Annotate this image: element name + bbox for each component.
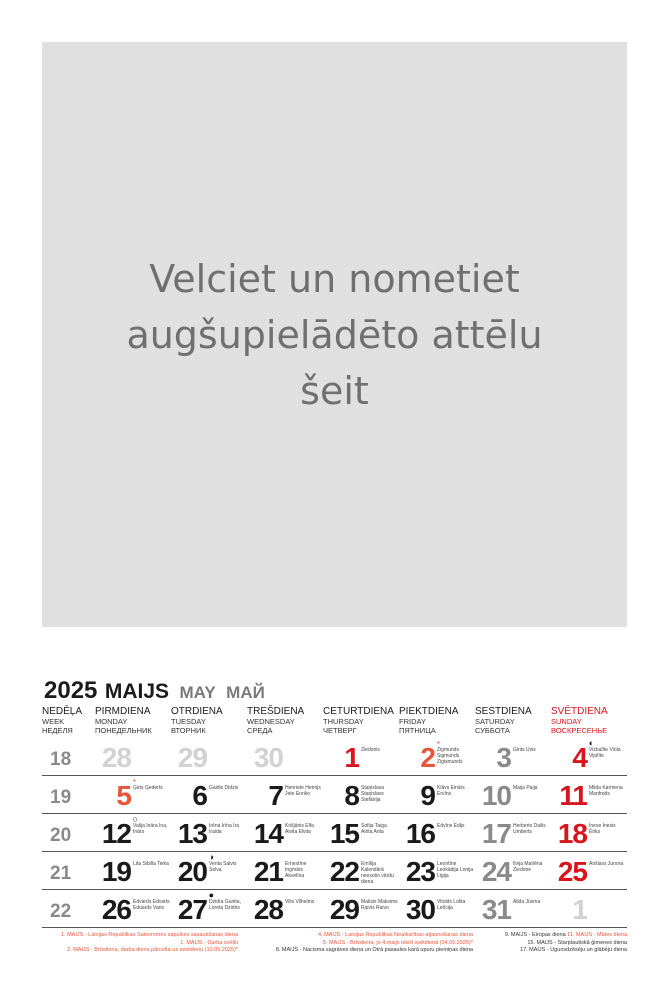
day-header-label-en: MONDAY	[95, 717, 128, 726]
day-cell[interactable]	[247, 891, 323, 929]
title-month-lv: MAIJS	[104, 680, 170, 703]
name-day-list: Ģirts Ģederts	[133, 785, 163, 791]
day-header-label-ru: СРЕДА	[247, 726, 273, 735]
name-day-list: Edvards Edvarts Eduards Varis	[133, 899, 170, 911]
day-number: 8	[344, 780, 359, 811]
day-cell[interactable]	[475, 891, 551, 929]
day-header-tuesday	[171, 706, 223, 735]
day-cell[interactable]	[95, 739, 171, 777]
day-number: 12	[101, 818, 131, 849]
day-header-friday	[399, 706, 458, 735]
day-number: 24	[481, 856, 511, 887]
day-header-label-ru: ВТОРНИК	[171, 726, 206, 735]
day-header-saturday	[475, 706, 532, 735]
holiday-note: 8. MAIJS - Nacisma sagrāves diena un Otrā pasaules karā upuru piemiņas diena	[275, 947, 473, 953]
day-number: 11	[559, 780, 587, 811]
day-number: 7	[268, 780, 283, 811]
name-day-list: Staņislava Staņislavs Stefānija	[361, 785, 385, 803]
calendar-title	[44, 677, 265, 705]
name-day-list: Inese Inesis Ēriks	[589, 823, 616, 835]
day-number: 1	[344, 742, 359, 773]
day-header-label-lv: CETURTDIENA	[323, 706, 394, 717]
name-day-list: Sofija Taiga Airita Arita	[361, 823, 387, 835]
day-header-label-en: WEDNESDAY	[247, 717, 295, 726]
name-day-list: Edvīns Edijs	[437, 823, 465, 829]
name-day-list: Leontīne Leokādija Lonija Ligija	[437, 861, 474, 879]
week-number: 19	[50, 787, 72, 808]
title-month-en: MAY	[179, 683, 216, 702]
row-divider	[42, 775, 627, 776]
name-day-list: Ziedonis	[361, 747, 380, 753]
day-cell[interactable]	[171, 777, 247, 815]
day-number: 4	[572, 742, 587, 773]
holiday-notes-mid	[248, 932, 473, 955]
day-cell[interactable]	[399, 891, 475, 929]
name-day-list: Maksis Maksims Raivis Raivo	[361, 899, 398, 911]
name-day-list: Vizbulīte Viola Vijolīte	[589, 747, 621, 759]
day-cell[interactable]	[475, 853, 551, 891]
day-cell[interactable]	[399, 815, 475, 853]
day-header-label-ru: ПОНЕДЕЛЬНИК	[95, 726, 152, 735]
day-cell[interactable]	[323, 777, 399, 815]
day-number: 31	[481, 894, 511, 925]
day-header-label-en: TUESDAY	[171, 717, 206, 726]
day-header-label-en: SATURDAY	[475, 717, 515, 726]
name-day-list: Lita Sibilla Teika	[133, 861, 169, 867]
week-number: 20	[50, 825, 72, 846]
name-day-list: Zigmunds Sigmunds Zigismunds	[437, 747, 463, 765]
day-cell[interactable]	[171, 853, 247, 891]
day-number: 23	[405, 856, 435, 887]
row-divider	[42, 851, 627, 852]
holiday-note: 9. MAIJS - Eiropas diena 11. MAIJS - Mātes diena	[504, 932, 627, 938]
holiday-note: 17. MAIJS - Ugunsdzēsēju un glābēju diena	[519, 947, 627, 953]
week-number: 18	[50, 749, 72, 770]
day-number: 21	[253, 856, 283, 887]
holiday-note: 1. MAIJS - Latvijas Republikas Satversmes sapulces sasaukšanas diena	[60, 932, 238, 938]
week-row	[42, 777, 627, 815]
day-number: 9	[420, 780, 435, 811]
name-day-list: Ernestīne Ingmārs Akvelīna	[285, 861, 307, 879]
day-number: 30	[405, 894, 435, 925]
day-number: 29	[329, 894, 359, 925]
day-number: 26	[101, 894, 131, 925]
holiday-note: 1. MAIJS - Darba svētki	[180, 939, 238, 946]
day-cell[interactable]	[323, 891, 399, 929]
week-number: 21	[50, 863, 72, 884]
day-number: 10	[481, 780, 511, 811]
day-cell[interactable]	[171, 739, 247, 777]
moon-phase-icon: ◑	[208, 852, 214, 862]
day-cell[interactable]	[551, 891, 627, 929]
title-year: 2025	[44, 677, 98, 704]
day-header-label-ru: СУББОТА	[475, 726, 510, 735]
day-cell[interactable]	[551, 853, 627, 891]
day-number: 16	[405, 818, 435, 849]
holiday-note: 5. MAIJS - Brīvdiena, jo 4.maijs iekrīt svētdienā (04.05.2025)*	[322, 939, 473, 946]
moon-phase-icon: ●	[208, 890, 214, 900]
image-drop-zone[interactable]	[42, 42, 627, 627]
day-cell[interactable]	[399, 853, 475, 891]
day-header-label-en: SUNDAY	[551, 717, 582, 726]
day-header-sunday	[551, 706, 608, 735]
day-number: 14	[253, 818, 283, 849]
name-day-list: Vilis Vilhelms	[285, 899, 315, 905]
name-day-list: Emīlija Kalendārā neesošo vārdu diena	[361, 861, 394, 885]
day-header-label-lv: OTRDIENA	[171, 706, 223, 717]
day-header-label-lv: PIRMDIENA	[95, 706, 151, 717]
day-number: 28	[101, 742, 131, 773]
day-cell[interactable]	[399, 777, 475, 815]
day-header-label-lv: SVĒTDIENA	[551, 706, 608, 717]
day-cell[interactable]	[247, 853, 323, 891]
day-number: 13	[177, 818, 207, 849]
holiday-note: 15. MAIJS - Starptautiskā ģimenes diena	[527, 939, 627, 946]
holiday-star-icon: *	[436, 740, 440, 749]
day-number: 3	[496, 742, 511, 773]
week-number: 22	[50, 901, 72, 922]
day-number: 18	[557, 818, 587, 849]
day-cell[interactable]	[95, 777, 171, 815]
name-day-list: Anšlavs Junora	[589, 861, 624, 867]
day-cell[interactable]	[247, 739, 323, 777]
day-header-label-ru: НЕДЕЛЯ	[42, 726, 73, 735]
holiday-notes-right	[485, 932, 627, 955]
row-divider	[42, 927, 627, 928]
day-cell[interactable]	[399, 739, 475, 777]
name-day-list: Krišjānis Elfa Aivita Elvita	[285, 823, 314, 835]
name-day-list: Venta Salvis Selva	[209, 861, 237, 873]
week-row	[42, 853, 627, 891]
day-header-monday	[95, 706, 152, 735]
name-day-list: Henriete Henrijs Jete Enriko	[285, 785, 321, 797]
day-cell[interactable]	[323, 815, 399, 853]
day-number: 6	[192, 780, 207, 811]
day-number: 17	[481, 818, 511, 849]
day-cell[interactable]	[323, 739, 399, 777]
day-header-label-ru: ПЯТНИЦА	[399, 726, 436, 735]
day-number: 25	[557, 856, 587, 887]
title-month-ru: МАЙ	[226, 683, 265, 702]
day-cell[interactable]	[247, 815, 323, 853]
name-day-list: Dzidra Gunita, Loreta Dzidris	[209, 899, 241, 911]
day-cell[interactable]	[171, 815, 247, 853]
day-number: 19	[101, 856, 131, 887]
name-day-list: Maija Paija	[513, 785, 538, 791]
moon-phase-icon: ◐	[588, 738, 594, 748]
week-row	[42, 815, 627, 853]
day-number: 5	[116, 780, 131, 811]
week-row	[42, 891, 627, 929]
holiday-note: 4. MAIJS - Latvijas Republikas Neatkarības atjaunošanas diena	[317, 932, 473, 938]
day-cell[interactable]	[551, 815, 627, 853]
week-row	[42, 739, 627, 777]
day-number: 22	[329, 856, 359, 887]
day-cell[interactable]	[247, 777, 323, 815]
day-cell[interactable]	[95, 853, 171, 891]
moon-phase-icon: ○	[132, 814, 138, 824]
day-header-label-ru: ЧЕТВЕРГ	[323, 726, 357, 735]
name-day-list: Herberts Dailis Umberts	[513, 823, 546, 835]
holiday-star-icon: *	[132, 778, 136, 787]
day-cell[interactable]	[95, 891, 171, 929]
name-day-list: Valija Ināra Ina, Inārs	[133, 823, 168, 835]
holiday-notes-left	[48, 932, 238, 955]
row-divider	[42, 813, 627, 814]
day-cell[interactable]	[171, 891, 247, 929]
day-number: 27	[177, 894, 207, 925]
day-number: 2	[420, 742, 435, 773]
name-day-list: Klāvs Einārs Ervīns	[437, 785, 465, 797]
name-day-list: Gints Uvis	[513, 747, 536, 753]
day-header-label-lv: SESTDIENA	[475, 706, 532, 717]
day-header-thursday	[323, 706, 394, 735]
day-header-label-en: FRIDAY	[399, 717, 426, 726]
name-day-list: Gaidis Didzis	[209, 785, 239, 791]
drop-zone-label: Velciet un nometiet augšupielādēto attēlu šeit	[126, 256, 543, 413]
day-cell[interactable]	[323, 853, 399, 891]
day-header-label-lv: TREŠDIENA	[247, 706, 305, 717]
name-day-list: Ilvija Marlēna Ziedone	[513, 861, 543, 873]
day-header-label-en: THURSDAY	[323, 717, 364, 726]
day-header-week	[42, 706, 82, 735]
day-header-label-ru: ВОСКРЕСЕНЬЕ	[551, 726, 608, 735]
day-cell[interactable]	[475, 777, 551, 815]
day-number: 30	[253, 742, 283, 773]
day-number: 29	[177, 742, 207, 773]
day-cell[interactable]	[551, 777, 627, 815]
row-divider	[42, 889, 627, 890]
holiday-note: 2. MAIJS - Brīvdiena, darba diena pārcelta uz sestdienu (10.05.2025)*	[67, 947, 238, 953]
day-header-label-lv: NEDĒĻA	[42, 706, 83, 717]
day-cell[interactable]	[475, 739, 551, 777]
day-header-wednesday	[247, 706, 304, 735]
name-day-list: Irēna Irīna Ira Iraida	[209, 823, 240, 835]
day-number: 1	[572, 894, 587, 925]
day-header-label-en: WEEK	[42, 717, 65, 726]
day-header-label-lv: PIEKTDIENA	[399, 706, 459, 717]
day-cell[interactable]	[551, 739, 627, 777]
name-day-list: Alida Jūsma	[513, 899, 541, 905]
day-number: 28	[253, 894, 283, 925]
day-number: 15	[329, 818, 359, 849]
name-day-list: Vitolds Lolita Letīcija	[437, 899, 466, 911]
day-number: 20	[177, 856, 207, 887]
name-day-list: Milda Karmena Manfreds	[589, 785, 623, 797]
day-cell[interactable]	[95, 815, 171, 853]
day-cell[interactable]	[475, 815, 551, 853]
